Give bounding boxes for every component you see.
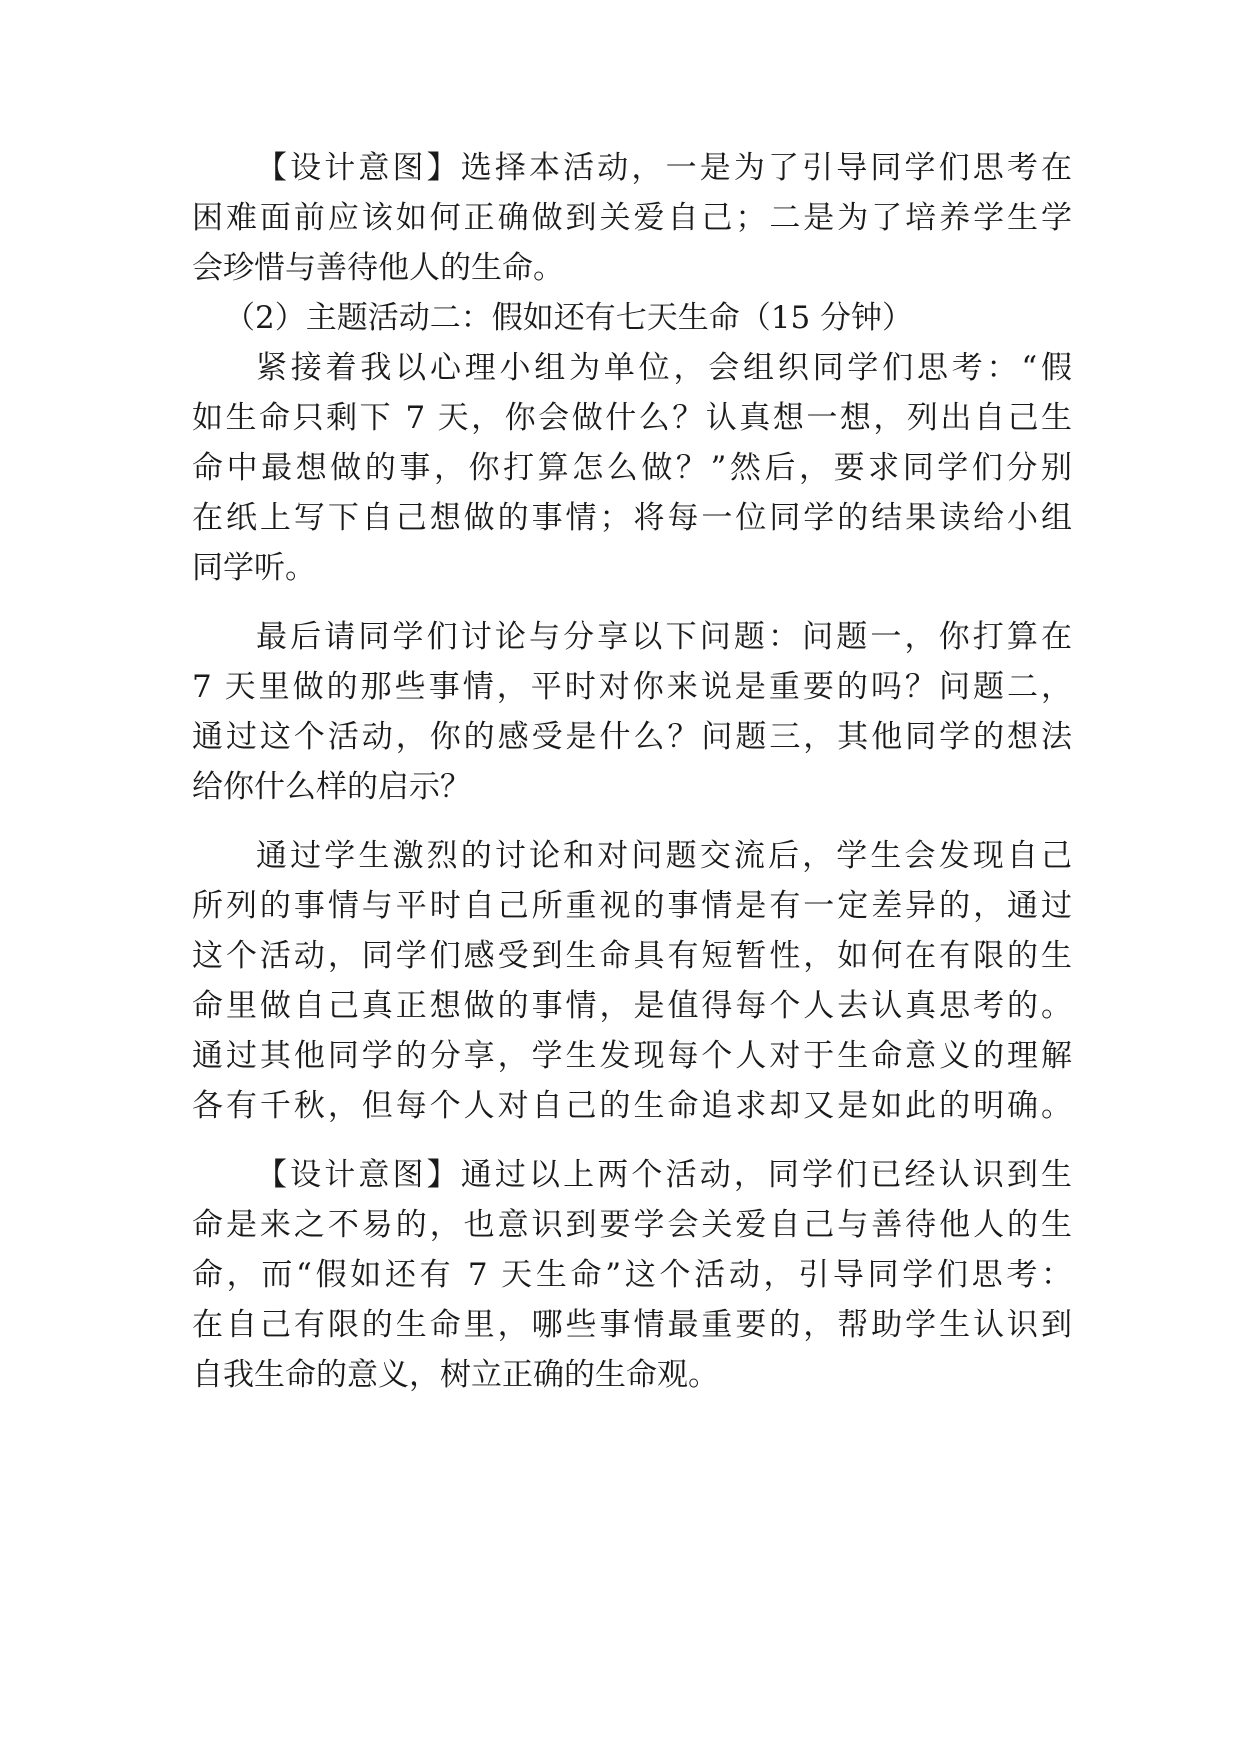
text-line: 同学听。 <box>192 550 316 586</box>
text-line: 在自己有限的生命里，哪些事情最重要的，帮助学生认识到 <box>192 1307 1072 1343</box>
text-line: 紧接着我以心理小组为单位，会组织同学们思考：“假 <box>256 350 1072 386</box>
text-line: 最后请同学们讨论与分享以下问题：问题一，你打算在 <box>256 619 1072 655</box>
text-line: 通过这个活动，你的感受是什么？问题三，其他同学的想法 <box>192 719 1072 755</box>
text-line: 所列的事情与平时自己所重视的事情是有一定差异的，通过 <box>192 888 1072 924</box>
text-line: 命里做自己真正想做的事情，是值得每个人去认真思考的。 <box>192 988 1072 1024</box>
text-line: 通过其他同学的分享，学生发现每个人对于生命意义的理解 <box>192 1038 1072 1074</box>
text-line: 【设计意图】选择本活动，一是为了引导同学们思考在 <box>256 150 1072 186</box>
text-line: 各有千秋，但每个人对自己的生命追求却又是如此的明确。 <box>192 1088 1072 1124</box>
text-line: 这个活动，同学们感受到生命具有短暂性，如何在有限的生 <box>192 938 1072 974</box>
text-line: 命中最想做的事，你打算怎么做？”然后，要求同学们分别 <box>192 450 1072 486</box>
text-line: 会珍惜与善待他人的生命。 <box>192 250 564 286</box>
text-line: 通过学生激烈的讨论和对问题交流后，学生会发现自己 <box>256 838 1072 874</box>
text-line: 7 天里做的那些事情，平时对你来说是重要的吗？问题二， <box>192 669 1072 705</box>
text-line: 如生命只剩下 7 天，你会做什么？认真想一想，列出自己生 <box>192 400 1072 436</box>
text-line: 【设计意图】通过以上两个活动，同学们已经认识到生 <box>256 1157 1072 1193</box>
section-heading: （2）主题活动二：假如还有七天生命（15 分钟） <box>224 300 914 336</box>
text-line: 命，而“假如还有 7 天生命”这个活动，引导同学们思考： <box>192 1257 1072 1293</box>
text-line: 命是来之不易的，也意识到要学会关爱自己与善待他人的生 <box>192 1207 1072 1243</box>
text-line: 给你什么样的启示？ <box>192 769 471 805</box>
text-line: 在纸上写下自己想做的事情；将每一位同学的结果读给小组 <box>192 500 1072 536</box>
text-line: 困难面前应该如何正确做到关爱自己；二是为了培养学生学 <box>192 200 1072 236</box>
text-line: 自我生命的意义，树立正确的生命观。 <box>192 1357 719 1393</box>
